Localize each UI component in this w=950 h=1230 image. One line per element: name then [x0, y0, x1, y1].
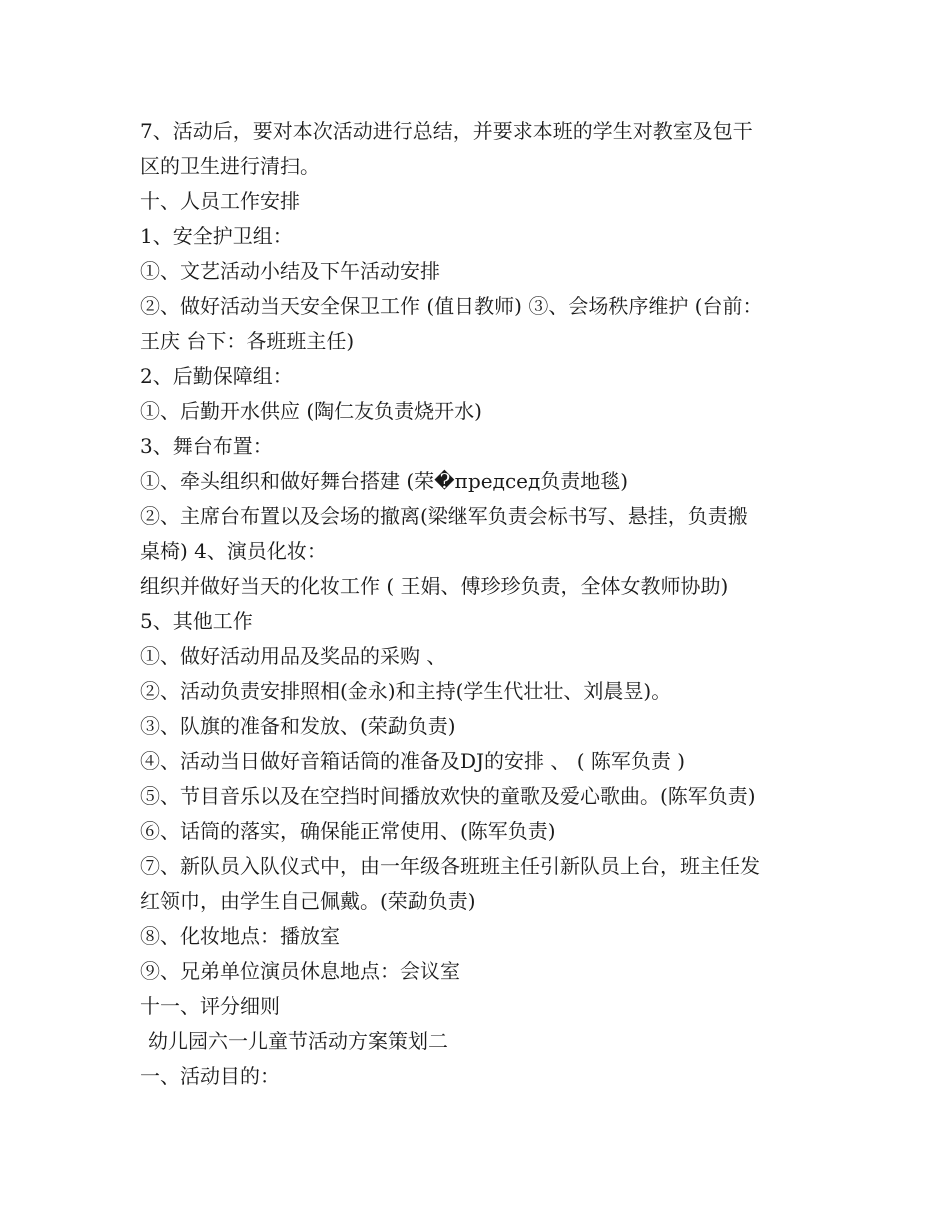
text-line: ⑨、兄弟单位演员休息地点：会议室 [140, 959, 460, 983]
text-line: ⑥、话筒的落实，确保能正常使用、(陈军负责) [140, 819, 556, 843]
text-line: ②、活动负责安排照相(金永)和主持(学生代壮壮、刘晨昱)。 [140, 679, 672, 703]
text-line: ⑧、化妆地点：播放室 [140, 924, 340, 948]
text-line: ⑤、节目音乐以及在空挡时间播放欢快的童歌及爱心歌曲。(陈军负责) [140, 784, 756, 808]
section-heading: 十一、评分细则 [140, 994, 280, 1018]
text-line: ②、做好活动当天安全保卫工作 (值日教师) ③、会场秩序维护 (台前： [140, 294, 763, 318]
text-line: 王庆 台下：各班班主任) [140, 329, 355, 353]
text-line: 3、舞台布置： [140, 434, 273, 458]
text-line: ①、牵头组织和做好舞台搭建 (荣�председ负责地毯) [140, 469, 629, 493]
text-line: 7、活动后，要对本次活动进行总结，并要求本班的学生对教室及包干 [140, 119, 753, 143]
text-line: 桌椅) 4、演员化妆： [140, 539, 327, 563]
text-line: ①、后勤开水供应 (陶仁友负责烧开水) [140, 399, 482, 423]
section-heading: 一、活动目的： [140, 1064, 280, 1088]
document-subtitle: 幼儿园六一儿童节活动方案策划二 [148, 1029, 448, 1053]
text-line: ⑦、新队员入队仪式中，由一年级各班班主任引新队员上台，班主任发 [140, 854, 760, 878]
text-line: 红领巾，由学生自己佩戴。(荣勐负责) [140, 889, 476, 913]
text-line: 2、后勤保障组： [140, 364, 293, 388]
text-line: 1、安全护卫组： [140, 224, 293, 248]
section-heading: 十、人员工作安排 [140, 189, 300, 213]
text-line: 组织并做好当天的化妆工作 ( 王娟、傅珍珍负责，全体女教师协助) [140, 574, 729, 598]
text-line: ③、队旗的准备和发放、(荣勐负责) [140, 714, 456, 738]
text-line: ②、主席台布置以及会场的撤离(梁继军负责会标书写、悬挂，负责搬 [140, 504, 748, 528]
text-line: ①、做好活动用品及奖品的采购 、 [140, 644, 447, 668]
document-body [140, 114, 840, 1094]
text-line: 5、其他工作 [140, 609, 253, 633]
text-line: ①、文艺活动小结及下午活动安排 [140, 259, 440, 283]
text-line: ④、活动当日做好音箱话筒的准备及DJ的安排 、 ( 陈军负责 ) [140, 749, 686, 773]
text-line: 区的卫生进行清扫。 [140, 154, 320, 178]
